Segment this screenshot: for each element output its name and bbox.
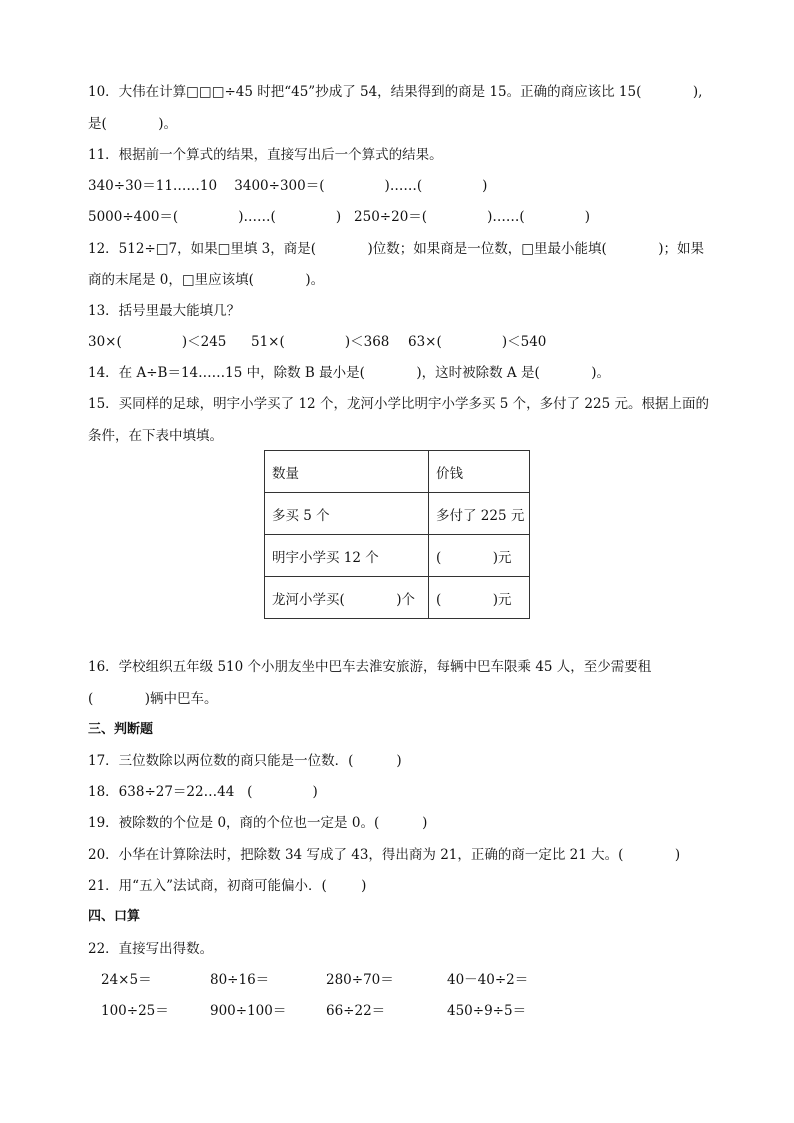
section-heading-oral: 四、口算 bbox=[88, 909, 141, 924]
table-cell: 多买 5 个 bbox=[265, 493, 429, 535]
oral-item: 66÷22＝ bbox=[326, 1003, 386, 1019]
q15-line2: 条件，在下表中填填。 bbox=[88, 428, 223, 444]
oral-item: 24×5＝ bbox=[101, 972, 152, 988]
q19: 19．被除数的个位是 0，商的个位也一定是 0。( ) bbox=[88, 815, 428, 831]
q18: 18．638÷27＝22…44 ( ) bbox=[88, 784, 318, 800]
q15-line1: 15．买同样的足球，明宇小学买了 12 个，龙河小学比明宇小学多买 5 个，多付了 225 元。根据上面的 bbox=[88, 396, 709, 412]
q11-row1: 340÷30＝11……10 3400÷300＝( )……( ) bbox=[88, 178, 488, 194]
q10-line2: 是( )。 bbox=[88, 116, 178, 132]
table-row bbox=[265, 451, 530, 493]
q12-line1: 12．512÷□7，如果□里填 3，商是( )位数；如果商是一位数，□里最小能填( )；如果 bbox=[88, 241, 705, 257]
table-row bbox=[265, 577, 530, 619]
table-header-price: 价钱 bbox=[429, 451, 530, 493]
q11-stem: 11．根据前一个算式的结果，直接写出后一个算式的结果。 bbox=[88, 147, 443, 163]
q13-item: 51×( )＜368 bbox=[251, 334, 390, 350]
oral-item: 280÷70＝ bbox=[326, 972, 394, 988]
section-heading-judge: 三、判断题 bbox=[88, 722, 154, 737]
q17: 17．三位数除以两位数的商只能是一位数．( ) bbox=[88, 753, 402, 769]
table-row bbox=[265, 535, 530, 577]
oral-item: 40－40÷2＝ bbox=[447, 972, 529, 988]
q14-line1: 14．在 A÷B＝14……15 中，除数 B 最小是( )，这时被除数 A 是( )。 bbox=[88, 365, 610, 381]
q13-item: 63×( )＜540 bbox=[408, 334, 547, 350]
q16-line2: ( )辆中巴车。 bbox=[88, 691, 218, 707]
table-row bbox=[265, 493, 530, 535]
oral-item: 100÷25＝ bbox=[101, 1003, 169, 1019]
oral-item: 900÷100＝ bbox=[210, 1003, 287, 1019]
table-cell: ( )元 bbox=[429, 535, 530, 577]
q22-stem: 22．直接写出得数。 bbox=[88, 941, 214, 957]
table-cell: 明宇小学买 12 个 bbox=[265, 535, 429, 577]
q20: 20．小华在计算除法时，把除数 34 写成了 43，得出商为 21，正确的商一定比 21 大。( ) bbox=[88, 847, 681, 863]
table-cell: 多付了 225 元 bbox=[429, 493, 530, 535]
table-header-quantity: 数量 bbox=[265, 451, 429, 493]
q11-row2: 5000÷400＝( )……( ) 250÷20＝( )……( ) bbox=[88, 209, 591, 225]
table-cell: 龙河小学买( )个 bbox=[265, 577, 429, 619]
oral-item: 450÷9÷5＝ bbox=[447, 1003, 527, 1019]
q13-item: 30×( )＜245 bbox=[88, 334, 227, 350]
q16-line1: 16．学校组织五年级 510 个小朋友坐中巴车去淮安旅游，每辆中巴车限乘 45 人，至少需要租 bbox=[88, 659, 652, 675]
q12-line2: 商的末尾是 0，□里应该填( )。 bbox=[88, 272, 325, 288]
q13-stem: 13．括号里最大能填几？ bbox=[88, 303, 241, 319]
table-cell: ( )元 bbox=[429, 577, 530, 619]
q10-line1: 10．大伟在计算□□□÷45 时把“45”抄成了 54，结果得到的商是 15。正确的商应该比 15( ), bbox=[88, 84, 703, 100]
q21: 21．用“五入”法试商，初商可能偏小．( ) bbox=[88, 878, 367, 894]
oral-item: 80÷16＝ bbox=[210, 972, 270, 988]
q15-table bbox=[264, 450, 530, 619]
